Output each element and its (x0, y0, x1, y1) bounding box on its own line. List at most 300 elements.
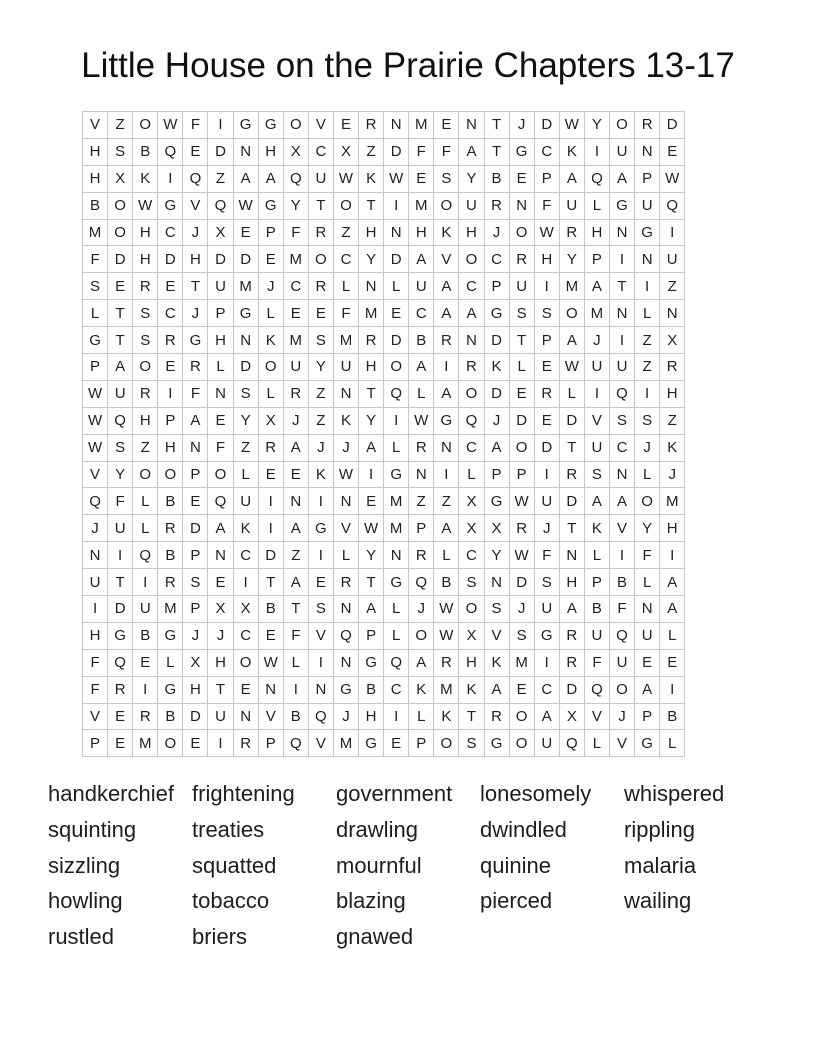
grid-cell: N (384, 219, 409, 246)
grid-cell: N (384, 542, 409, 569)
grid-cell: Q (208, 192, 233, 219)
grid-cell: W (83, 380, 108, 407)
grid-cell: B (409, 327, 434, 354)
grid-cell: N (83, 542, 108, 569)
grid-cell: B (83, 192, 108, 219)
grid-cell: D (384, 327, 409, 354)
grid-cell: N (233, 703, 258, 730)
grid-cell: Q (559, 730, 584, 757)
grid-cell: U (509, 273, 534, 300)
grid-cell: V (609, 730, 634, 757)
grid-cell: I (384, 407, 409, 434)
grid-cell: I (83, 596, 108, 623)
grid-cell: U (333, 354, 358, 381)
grid-cell: T (258, 569, 283, 596)
grid-cell: P (534, 327, 559, 354)
grid-row (83, 649, 685, 676)
grid-cell: I (308, 488, 333, 515)
grid-cell: N (434, 434, 459, 461)
grid-cell: D (384, 246, 409, 273)
grid-cell: Q (384, 649, 409, 676)
grid-cell: S (308, 327, 333, 354)
grid-cell: X (484, 515, 509, 542)
grid-cell: L (660, 622, 685, 649)
grid-cell: W (233, 192, 258, 219)
grid-cell: A (434, 515, 459, 542)
grid-row (83, 730, 685, 757)
grid-cell: X (459, 488, 484, 515)
grid-cell: Z (660, 407, 685, 434)
grid-cell: A (584, 488, 609, 515)
grid-cell: G (534, 622, 559, 649)
grid-cell: P (584, 246, 609, 273)
grid-cell: T (283, 596, 308, 623)
grid-cell: P (83, 354, 108, 381)
grid-cell: E (108, 703, 133, 730)
grid-cell: N (609, 461, 634, 488)
grid-cell: O (459, 380, 484, 407)
grid-cell: S (83, 273, 108, 300)
grid-cell: G (609, 192, 634, 219)
grid-cell: P (258, 219, 283, 246)
grid-cell: H (133, 246, 158, 273)
grid-cell: T (183, 273, 208, 300)
grid-cell: A (534, 703, 559, 730)
grid-cell: R (158, 515, 183, 542)
grid-cell: T (359, 380, 384, 407)
grid-cell: I (609, 542, 634, 569)
grid-cell: O (509, 703, 534, 730)
grid-cell: S (133, 300, 158, 327)
grid-cell: R (258, 434, 283, 461)
grid-row (83, 515, 685, 542)
grid-cell: D (559, 676, 584, 703)
word-list-item: blazing (336, 888, 406, 914)
grid-cell: S (108, 138, 133, 165)
grid-cell: I (434, 354, 459, 381)
grid-cell: J (635, 434, 660, 461)
grid-cell: P (409, 515, 434, 542)
grid-cell: O (459, 596, 484, 623)
grid-cell: W (434, 622, 459, 649)
grid-cell: H (208, 327, 233, 354)
grid-cell: B (434, 569, 459, 596)
grid-cell: L (660, 730, 685, 757)
grid-cell: O (559, 300, 584, 327)
grid-cell: U (584, 622, 609, 649)
word-list-item: dwindled (480, 816, 567, 842)
grid-cell: A (660, 596, 685, 623)
grid-cell: O (133, 354, 158, 381)
grid-cell: S (233, 380, 258, 407)
grid-cell: P (409, 730, 434, 757)
grid-cell: C (384, 676, 409, 703)
grid-cell: G (384, 461, 409, 488)
grid-cell: U (208, 273, 233, 300)
grid-cell: Z (133, 434, 158, 461)
grid-cell: Z (308, 380, 333, 407)
grid-cell: U (108, 515, 133, 542)
grid-cell: E (258, 246, 283, 273)
grid-cell: H (83, 622, 108, 649)
grid-cell: B (359, 676, 384, 703)
grid-cell: G (108, 622, 133, 649)
grid-cell: Z (308, 407, 333, 434)
grid-cell: O (509, 730, 534, 757)
grid-cell: G (635, 219, 660, 246)
grid-cell: K (559, 138, 584, 165)
grid-cell: W (509, 542, 534, 569)
grid-cell: A (609, 488, 634, 515)
grid-cell: T (108, 300, 133, 327)
grid-cell: E (635, 649, 660, 676)
grid-cell: V (83, 703, 108, 730)
grid-cell: Z (434, 488, 459, 515)
grid-cell: H (83, 165, 108, 192)
grid-cell: A (434, 380, 459, 407)
grid-cell: G (158, 622, 183, 649)
grid-cell: E (108, 273, 133, 300)
grid-cell: I (609, 327, 634, 354)
grid-cell: F (609, 596, 634, 623)
grid-cell: E (384, 300, 409, 327)
grid-row (83, 112, 685, 139)
grid-cell: Z (359, 138, 384, 165)
grid-cell: P (183, 542, 208, 569)
grid-cell: Q (384, 380, 409, 407)
grid-cell: F (584, 649, 609, 676)
grid-cell: G (359, 649, 384, 676)
grid-cell: T (208, 676, 233, 703)
grid-cell: Q (609, 380, 634, 407)
grid-cell: W (434, 596, 459, 623)
grid-cell: F (208, 434, 233, 461)
grid-cell: Q (108, 407, 133, 434)
grid-cell: R (133, 703, 158, 730)
grid-cell: F (83, 649, 108, 676)
grid-cell: W (534, 219, 559, 246)
grid-cell: X (459, 515, 484, 542)
grid-cell: U (409, 273, 434, 300)
grid-cell: N (333, 596, 358, 623)
grid-cell: P (183, 596, 208, 623)
grid-cell: B (133, 622, 158, 649)
grid-cell: O (509, 219, 534, 246)
grid-cell: E (233, 676, 258, 703)
grid-cell: V (308, 730, 333, 757)
grid-cell: C (283, 273, 308, 300)
grid-cell: D (158, 246, 183, 273)
grid-cell: P (258, 730, 283, 757)
grid-cell: Q (133, 542, 158, 569)
grid-cell: I (660, 676, 685, 703)
grid-cell: L (434, 542, 459, 569)
grid-cell: D (183, 515, 208, 542)
grid-cell: H (459, 649, 484, 676)
grid-cell: T (359, 192, 384, 219)
grid-cell: I (233, 569, 258, 596)
grid-cell: Q (584, 165, 609, 192)
word-list (48, 778, 768, 957)
grid-cell: U (534, 730, 559, 757)
grid-cell: M (83, 219, 108, 246)
word-list-item: treaties (192, 816, 265, 842)
grid-cell: O (333, 192, 358, 219)
grid-cell: L (333, 542, 358, 569)
grid-cell: I (308, 542, 333, 569)
grid-cell: I (208, 112, 233, 139)
grid-cell: Z (108, 112, 133, 139)
grid-cell: W (559, 354, 584, 381)
grid-cell: G (158, 676, 183, 703)
grid-cell: O (308, 246, 333, 273)
grid-cell: Y (359, 407, 384, 434)
grid-cell: G (509, 138, 534, 165)
grid-cell: L (509, 354, 534, 381)
grid-cell: X (333, 138, 358, 165)
grid-cell: E (258, 461, 283, 488)
grid-cell: Q (283, 730, 308, 757)
word-list-item: sizzling (48, 852, 121, 878)
word-list-item: drawling (336, 816, 418, 842)
grid-cell: I (384, 703, 409, 730)
grid-cell: R (559, 622, 584, 649)
grid-cell: A (484, 434, 509, 461)
grid-cell: L (258, 380, 283, 407)
grid-cell: Q (333, 622, 358, 649)
grid-cell: M (384, 515, 409, 542)
grid-row (83, 219, 685, 246)
grid-cell: S (534, 300, 559, 327)
grid-cell: P (584, 569, 609, 596)
grid-cell: R (133, 273, 158, 300)
grid-cell: D (233, 246, 258, 273)
grid-cell: E (183, 138, 208, 165)
grid-cell: R (308, 219, 333, 246)
grid-cell: H (183, 676, 208, 703)
grid-cell: V (258, 703, 283, 730)
grid-cell: O (158, 730, 183, 757)
word-list-item: squinting (48, 816, 137, 842)
grid-cell: N (258, 676, 283, 703)
grid-cell: N (459, 112, 484, 139)
grid-row (83, 354, 685, 381)
grid-cell: M (384, 488, 409, 515)
grid-cell: G (83, 327, 108, 354)
grid-cell: I (434, 461, 459, 488)
grid-cell: O (108, 219, 133, 246)
grid-cell: E (283, 300, 308, 327)
grid-cell: M (133, 730, 158, 757)
grid-cell: F (283, 622, 308, 649)
grid-cell: N (635, 246, 660, 273)
grid-cell: D (108, 596, 133, 623)
grid-cell: M (509, 649, 534, 676)
grid-cell: B (484, 165, 509, 192)
grid-cell: N (359, 273, 384, 300)
grid-cell: N (283, 488, 308, 515)
grid-cell: U (308, 165, 333, 192)
grid-cell: N (609, 300, 634, 327)
grid-cell: T (559, 434, 584, 461)
grid-cell: M (359, 300, 384, 327)
grid-cell: X (233, 596, 258, 623)
grid-cell: H (409, 219, 434, 246)
grid-cell: R (333, 569, 358, 596)
grid-cell: S (183, 569, 208, 596)
grid-cell: G (359, 730, 384, 757)
grid-cell: Q (208, 488, 233, 515)
grid-cell: R (660, 354, 685, 381)
grid-cell: E (158, 354, 183, 381)
grid-cell: Z (233, 434, 258, 461)
grid-cell: R (559, 649, 584, 676)
grid-cell: A (283, 515, 308, 542)
grid-cell: J (183, 622, 208, 649)
grid-cell: O (208, 461, 233, 488)
grid-cell: Q (609, 622, 634, 649)
grid-cell: X (258, 407, 283, 434)
grid-cell: R (409, 434, 434, 461)
grid-cell: A (409, 649, 434, 676)
grid-cell: Y (635, 515, 660, 542)
grid-cell: F (183, 380, 208, 407)
grid-cell: Q (459, 407, 484, 434)
grid-cell: L (409, 703, 434, 730)
grid-cell: S (509, 300, 534, 327)
grid-cell: V (584, 703, 609, 730)
grid-cell: I (584, 138, 609, 165)
grid-cell: Y (233, 407, 258, 434)
grid-cell: H (83, 138, 108, 165)
grid-cell: K (409, 676, 434, 703)
grid-cell: B (158, 488, 183, 515)
grid-row (83, 327, 685, 354)
grid-cell: Q (409, 569, 434, 596)
grid-cell: D (509, 569, 534, 596)
grid-cell: X (208, 219, 233, 246)
grid-cell: A (660, 569, 685, 596)
grid-cell: E (534, 407, 559, 434)
grid-row (83, 542, 685, 569)
grid-cell: O (635, 488, 660, 515)
grid-cell: L (384, 434, 409, 461)
grid-cell: U (635, 192, 660, 219)
grid-cell: A (609, 165, 634, 192)
grid-cell: D (384, 138, 409, 165)
grid-cell: K (434, 703, 459, 730)
grid-cell: L (83, 300, 108, 327)
word-list-item: frightening (192, 781, 295, 806)
grid-cell: I (635, 273, 660, 300)
grid-cell: I (359, 461, 384, 488)
grid-cell: J (484, 219, 509, 246)
grid-cell: T (459, 703, 484, 730)
grid-cell: Z (409, 488, 434, 515)
grid-cell: J (409, 596, 434, 623)
grid-cell: C (459, 542, 484, 569)
grid-row (83, 138, 685, 165)
grid-cell: M (333, 730, 358, 757)
word-list-item: handkerchief (48, 781, 174, 806)
grid-cell: A (559, 596, 584, 623)
grid-cell: S (434, 165, 459, 192)
grid-row (83, 676, 685, 703)
grid-cell: G (258, 112, 283, 139)
grid-cell: G (635, 730, 660, 757)
grid-cell: R (183, 354, 208, 381)
grid-cell: E (660, 649, 685, 676)
grid-cell: O (283, 112, 308, 139)
grid-cell: F (635, 542, 660, 569)
grid-cell: H (359, 219, 384, 246)
word-list-item: mournful (336, 852, 422, 878)
grid-cell: B (258, 596, 283, 623)
grid-cell: R (409, 542, 434, 569)
grid-cell: X (108, 165, 133, 192)
grid-cell: U (283, 354, 308, 381)
grid-cell: V (609, 515, 634, 542)
grid-cell: T (609, 273, 634, 300)
grid-cell: A (484, 676, 509, 703)
grid-cell: L (133, 488, 158, 515)
grid-cell: P (183, 461, 208, 488)
grid-cell: P (359, 622, 384, 649)
grid-cell: J (584, 327, 609, 354)
grid-cell: P (509, 461, 534, 488)
grid-row (83, 461, 685, 488)
grid-cell: I (133, 676, 158, 703)
grid-cell: D (208, 138, 233, 165)
grid-cell: C (459, 434, 484, 461)
grid-cell: R (459, 354, 484, 381)
grid-cell: F (83, 246, 108, 273)
grid-cell: X (208, 596, 233, 623)
grid-cell: R (133, 380, 158, 407)
word-list-item: briers (192, 924, 248, 950)
grid-cell: C (158, 219, 183, 246)
grid-cell: S (484, 596, 509, 623)
grid-cell: E (308, 569, 333, 596)
grid-cell: I (258, 515, 283, 542)
grid-cell: L (384, 622, 409, 649)
grid-cell: O (609, 676, 634, 703)
grid-cell: H (258, 138, 283, 165)
grid-cell: E (384, 730, 409, 757)
grid-cell: U (609, 649, 634, 676)
grid-cell: L (584, 542, 609, 569)
grid-cell: M (409, 192, 434, 219)
grid-cell: D (559, 488, 584, 515)
word-list-item: government (336, 781, 453, 806)
grid-cell: H (459, 219, 484, 246)
grid-row (83, 622, 685, 649)
grid-cell: G (434, 407, 459, 434)
grid-cell: A (183, 407, 208, 434)
grid-cell: E (183, 488, 208, 515)
grid-cell: E (108, 730, 133, 757)
grid-cell: P (484, 461, 509, 488)
grid-cell: J (283, 407, 308, 434)
grid-cell: H (359, 703, 384, 730)
grid-cell: U (534, 488, 559, 515)
grid-cell: F (183, 112, 208, 139)
grid-cell: M (158, 596, 183, 623)
word-list-item: squatted (192, 852, 277, 878)
grid-cell: N (183, 434, 208, 461)
grid-cell: L (635, 300, 660, 327)
grid-cell: W (359, 515, 384, 542)
